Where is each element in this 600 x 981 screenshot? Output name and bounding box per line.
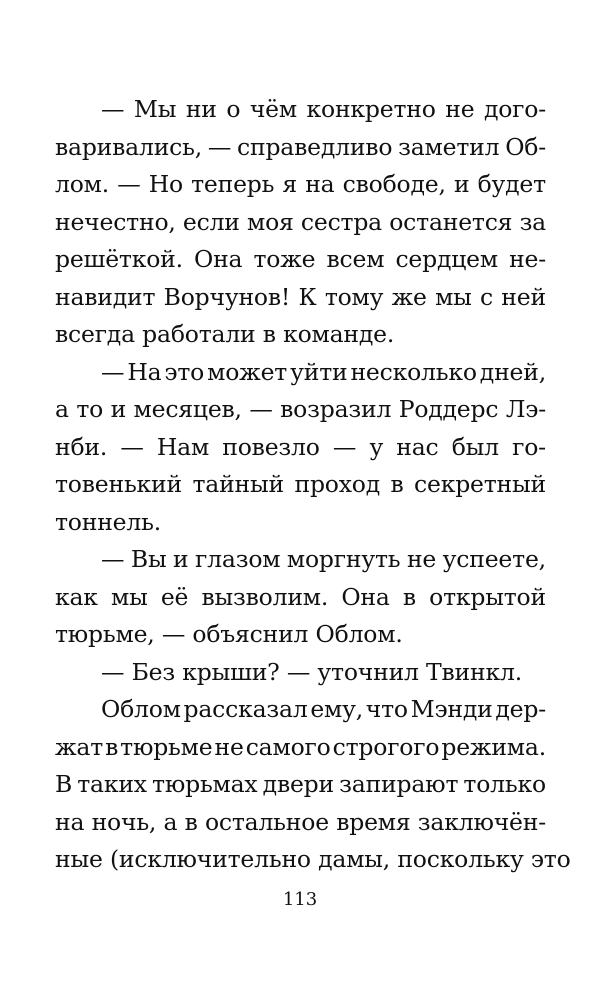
book-page-text [55, 91, 571, 879]
text-line: нби. — Нам повезло — у нас был го- [55, 432, 546, 461]
text-line: Облом рассказал ему, что Мэнди дер- [101, 695, 546, 723]
text-line: В таких тюрьмах двери запирают только [55, 770, 546, 798]
page-number: 113 [282, 889, 318, 910]
text-line: тюрьме, — объяснил Облом. [55, 620, 403, 648]
text-line: варивались, — справедливо заметил Об- [55, 132, 546, 161]
text-line: — Мы ни о чём конкретно не дого- [101, 95, 546, 123]
text-line: а то и месяцев, — возразил Роддерс Лэ- [55, 395, 546, 423]
text-line: — Без крыши? — уточнил Твинкл. [101, 657, 522, 686]
text-line: тоннель. [55, 507, 161, 536]
text-line: ные (исключительно дамы, поскольку это [55, 845, 571, 873]
text-line: жат в тюрьме не самого строгого режима. [55, 732, 546, 761]
text-line: решёткой. Она тоже всем сердцем не- [55, 245, 546, 273]
text-line: товенький тайный проход в секретный [55, 470, 546, 498]
text-line: всегда работали в команде. [55, 320, 395, 348]
text-line: — На это может уйти несколько дней, [101, 357, 546, 386]
text-line: лом. — Но теперь я на свободе, и будет [55, 170, 546, 198]
text-line: навидит Ворчунов! К тому же мы с ней [55, 282, 546, 311]
text-line: на ночь, а в остальное время заключён- [55, 807, 546, 836]
text-line: нечестно, если моя сестра останется за [55, 207, 546, 236]
text-line: — Вы и глазом моргнуть не успеете, [101, 545, 546, 573]
text-line: как мы её вызволим. Она в открытой [55, 582, 546, 611]
